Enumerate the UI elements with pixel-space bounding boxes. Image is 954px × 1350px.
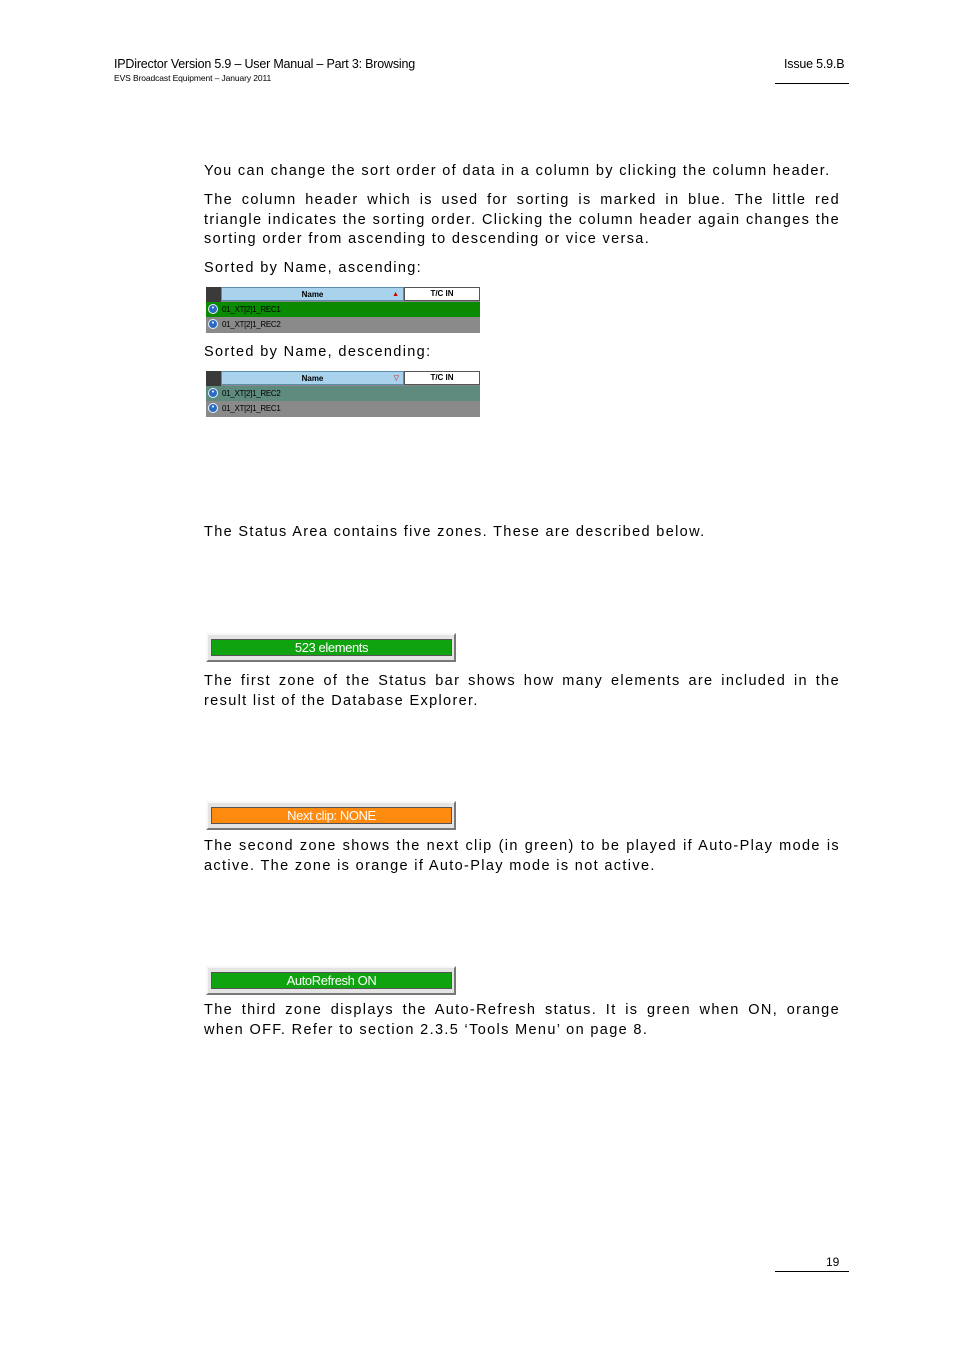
table-row[interactable] xyxy=(206,386,480,401)
paragraph-sort-explain: The column header which is used for sorting is marked in blue. The little red triangle indicates the sorting order. Clicking the column header again changes the sorting order from ascending to descending or vice versa. xyxy=(204,192,840,247)
grid-ascending xyxy=(206,287,480,333)
footer-rule xyxy=(775,1271,849,1272)
column-header-name[interactable] xyxy=(221,287,404,301)
grid-corner xyxy=(206,287,221,302)
column-header-label: Name xyxy=(301,290,324,299)
header-issue: Issue 5.9.B xyxy=(784,57,845,71)
row-name: 01_XT[2]1_REC1 xyxy=(222,404,281,413)
clip-icon: • xyxy=(208,403,218,413)
paragraph-zone2: The second zone shows the next clip (in green) to be played if Auto-Play mode is active. The zone is orange if Auto-Play mode is not active. xyxy=(204,838,840,874)
paragraph-zone3: The third zone displays the Auto-Refresh status. It is green when ON, orange when OFF. Refer to section 2.3.5 ‘Tools Menu’ on page 8. xyxy=(204,1002,840,1038)
row-name: 01_XT[2]1_REC2 xyxy=(222,389,281,398)
triangle-up-icon: ▲ xyxy=(392,291,399,298)
status-zone-autorefresh xyxy=(206,966,456,995)
elements-count: 523 elements xyxy=(211,639,452,656)
column-header-name[interactable] xyxy=(221,371,404,385)
status-zone-elements xyxy=(206,633,456,662)
next-clip-status: Next clip: NONE xyxy=(211,807,452,824)
label-descending: Sorted by Name, descending: xyxy=(204,344,432,360)
triangle-down-icon: ▽ xyxy=(393,375,399,382)
table-row[interactable] xyxy=(206,401,480,416)
paragraph-sort-intro: You can change the sort order of data in a column by clicking the column header. xyxy=(204,163,831,179)
column-header-label: Name xyxy=(301,374,324,383)
label-ascending: Sorted by Name, ascending: xyxy=(204,260,423,276)
row-name: 01_XT[2]1_REC2 xyxy=(222,320,281,329)
row-name: 01_XT[2]1_REC1 xyxy=(222,305,281,314)
paragraph-status-intro: The Status Area contains five zones. These are described below. xyxy=(204,524,706,540)
clip-icon: • xyxy=(208,319,218,329)
autorefresh-status: AutoRefresh ON xyxy=(211,972,452,989)
paragraph-zone1: The first zone of the Status bar shows how many elements are included in the result list of the Database Explorer. xyxy=(204,673,840,709)
status-zone-next-clip xyxy=(206,801,456,830)
column-header-tc-in[interactable]: T/C IN xyxy=(404,287,480,301)
table-row[interactable] xyxy=(206,317,480,332)
header-title: IPDirector Version 5.9 – User Manual – Part 3: Browsing xyxy=(114,57,415,71)
clip-icon: • xyxy=(208,304,218,314)
header-rule xyxy=(775,83,849,84)
header-subtitle: EVS Broadcast Equipment – January 2011 xyxy=(114,73,272,83)
table-row[interactable] xyxy=(206,302,480,317)
clip-icon: • xyxy=(208,388,218,398)
grid-corner xyxy=(206,371,221,386)
page-number: 19 xyxy=(826,1255,840,1269)
grid-descending xyxy=(206,371,480,417)
column-header-tc-in[interactable]: T/C IN xyxy=(404,371,480,385)
